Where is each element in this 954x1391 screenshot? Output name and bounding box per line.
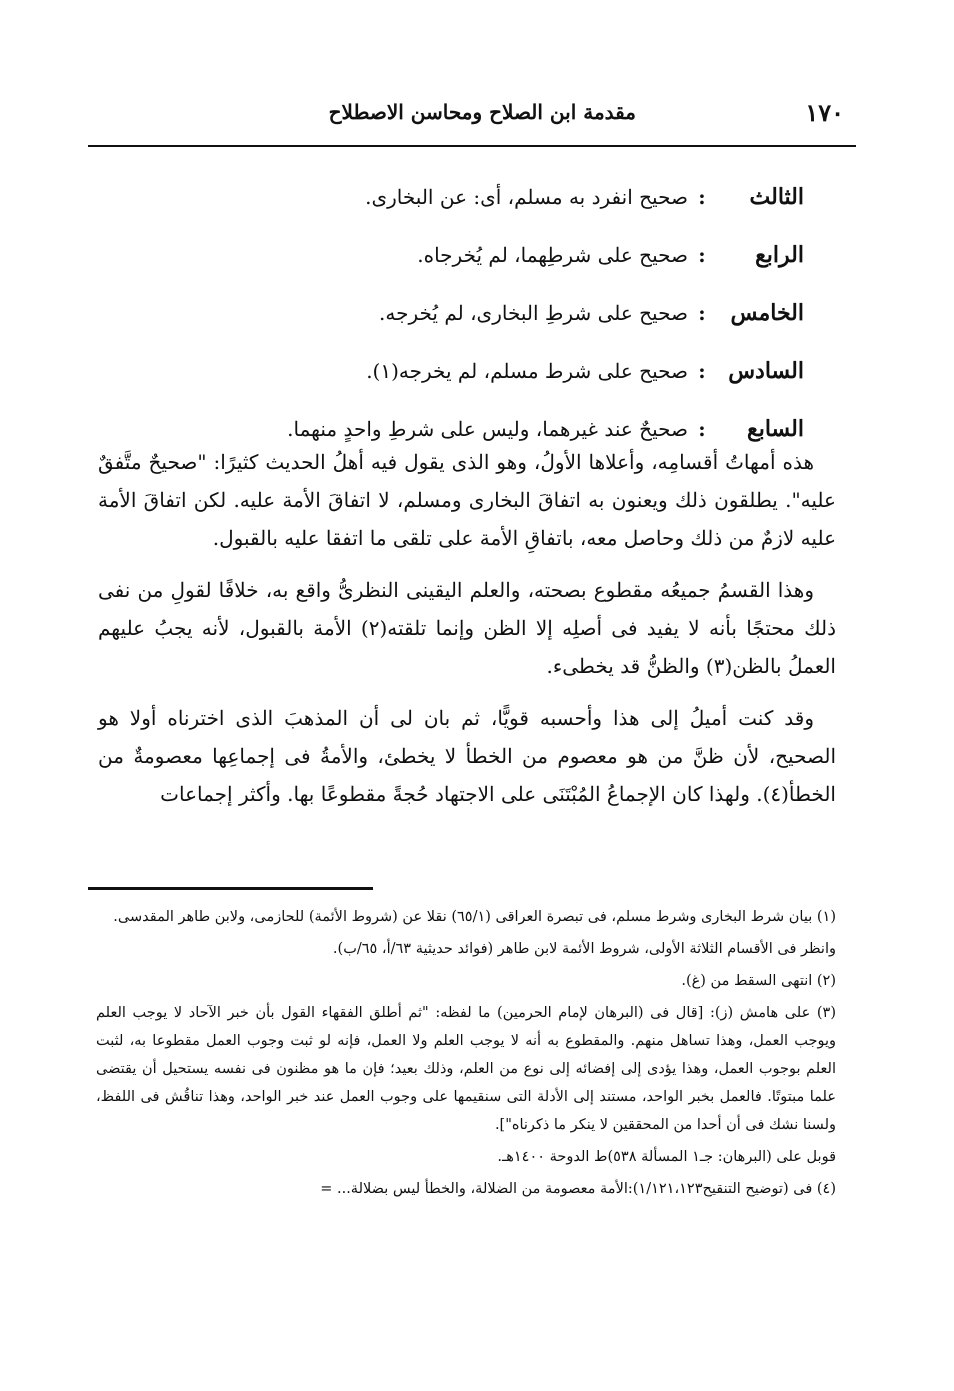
separator-colon: : bbox=[698, 243, 706, 267]
category-description: صحيحٌ عند غيرهما، وليس على شرطِ واحدٍ منهما. bbox=[287, 417, 688, 441]
separator-colon: : bbox=[698, 185, 706, 209]
footnote: وانظر فى الأقسام الثلاثة الأولى، شروط الأئمة لابن طاهر (فوائد حديثية ٦٣/أ، ٦٥/ب). bbox=[332, 941, 836, 957]
footnote-divider bbox=[88, 887, 373, 890]
category-term: الثالث bbox=[749, 184, 804, 210]
main-text bbox=[98, 443, 836, 813]
separator-colon: : bbox=[698, 301, 706, 325]
separator-colon: : bbox=[698, 359, 706, 383]
category-term: الخامس bbox=[730, 300, 804, 326]
footnote: قوبل على (البرهان: جـ١ المسألة ٥٣٨)ط الدوحة ١٤٠٠هـ. bbox=[497, 1149, 836, 1165]
footnote: (٤) فى (توضيح التنقيح١/١٢١،١٢٣):الأمة معصومة من الضلالة، والخطأ ليس بضلالة... = bbox=[320, 1181, 836, 1197]
category-term: السابع bbox=[747, 416, 804, 442]
list-item bbox=[120, 342, 804, 400]
category-description: صحيح على شرطِهما، لم يُخرجاه. bbox=[417, 243, 688, 267]
list-item bbox=[120, 226, 804, 284]
category-term: السادس bbox=[728, 358, 804, 384]
category-term: الرابع bbox=[755, 242, 804, 268]
body-paragraph: وقد كنت أميلُ إلى هذا وأحسبه قويًّا، ثم بان لى أن المذهبَ الذى اخترناه أولا هو الصحيح، لأن ظنَّ من هو معصوم من الخطأ لا يخطئ، والأمةُ فى إجماعِها معصومةٌ من الخطأ(٤). ولهذا كان الإجماعُ المُبْتَنَى على الاجتهاد حُجةً مقطوعًا بها. وأكثر إجماعات bbox=[98, 706, 836, 806]
footnote: (٣) على هامش (ز): [قال فى (البرهان لإمام الحرمين) ما لفظه: "ثم أطلق الفقهاء القول بأن خبر الآحاد لا يوجب العلم ويوجب العمل، وهذا تساهل منهم. والمقطوع به أنه لا يوجب العلم ولا العمل، فإنه لو ثبت وجوب العمل مقطوعا به، لثبت العلم بوجوب العمل، وهذا يؤدى إلى إفضائه إلى نوع من العلم، وذلك بعيد؛ فإن ما هو مظنون فى نفسه يستحيل أن يقتضى علما مبتوتًا. فالعمل بخبر الواحد، مستند إلى الأدلة التى سنقيمها على وجوب العمل عند خبر الواحد، وهذا تناقُش فى اللفظ، ولسنا نشك فى أن أحدا من المحققين لا ينكر ما ذكرناه"]. bbox=[96, 1005, 836, 1133]
header-divider bbox=[88, 145, 856, 147]
list-item bbox=[120, 284, 804, 342]
category-description: صحيح انفرد به مسلم، أى: عن البخارى. bbox=[365, 185, 688, 209]
running-title: مقدمة ابن الصلاح ومحاسن الاصطلاح bbox=[328, 100, 636, 124]
footnote: (٢) انتهى السقط من (غ). bbox=[681, 973, 836, 989]
footnotes bbox=[96, 903, 836, 1203]
separator-colon: : bbox=[698, 417, 706, 441]
list-item bbox=[120, 168, 804, 226]
hadith-categories-list bbox=[120, 168, 804, 458]
page-header bbox=[88, 96, 856, 140]
page-number: ١٧٠ bbox=[805, 98, 844, 127]
footnote: (١) بيان شرط البخارى وشرط مسلم، فى تبصرة العراقى (٦٥/١) نقلا عن (شروط الأئمة) للحازمى، ولابن طاهر المقدسى. bbox=[113, 909, 836, 925]
category-description: صحيح على شرط مسلم، لم يخرجه(١). bbox=[366, 359, 688, 383]
body-paragraph: هذه أمهاتُ أقسامِه، وأعلاها الأولُ، وهو الذى يقول فيه أهلُ الحديث كثيرًا: "صحيحٌ متَّفقٌ عليه". يطلقون ذلك ويعنون به اتفاقَ البخارى ومسلم، لا اتفاقَ الأمة عليه. لكن اتفاقَ الأمة عليه لازمٌ من ذلك وحاصل معه، باتفاقِ الأمة على تلقى ما اتفقا عليه بالقبول. bbox=[98, 450, 836, 550]
category-description: صحيح على شرطِ البخارى، لم يُخرجه. bbox=[379, 301, 688, 325]
body-paragraph: وهذا القسمُ جميعُه مقطوع بصحته، والعلم اليقينى النظرىُّ واقع به، خلافًا لقولِ من نفى ذلك محتجًا بأنه لا يفيد فى أصلِه إلا الظن وإنما تلقته(٢) الأمة بالقبول، لأنه يجبُ عليهم العملُ بالظن(٣) والظنُّ قد يخطىء. bbox=[98, 578, 836, 678]
